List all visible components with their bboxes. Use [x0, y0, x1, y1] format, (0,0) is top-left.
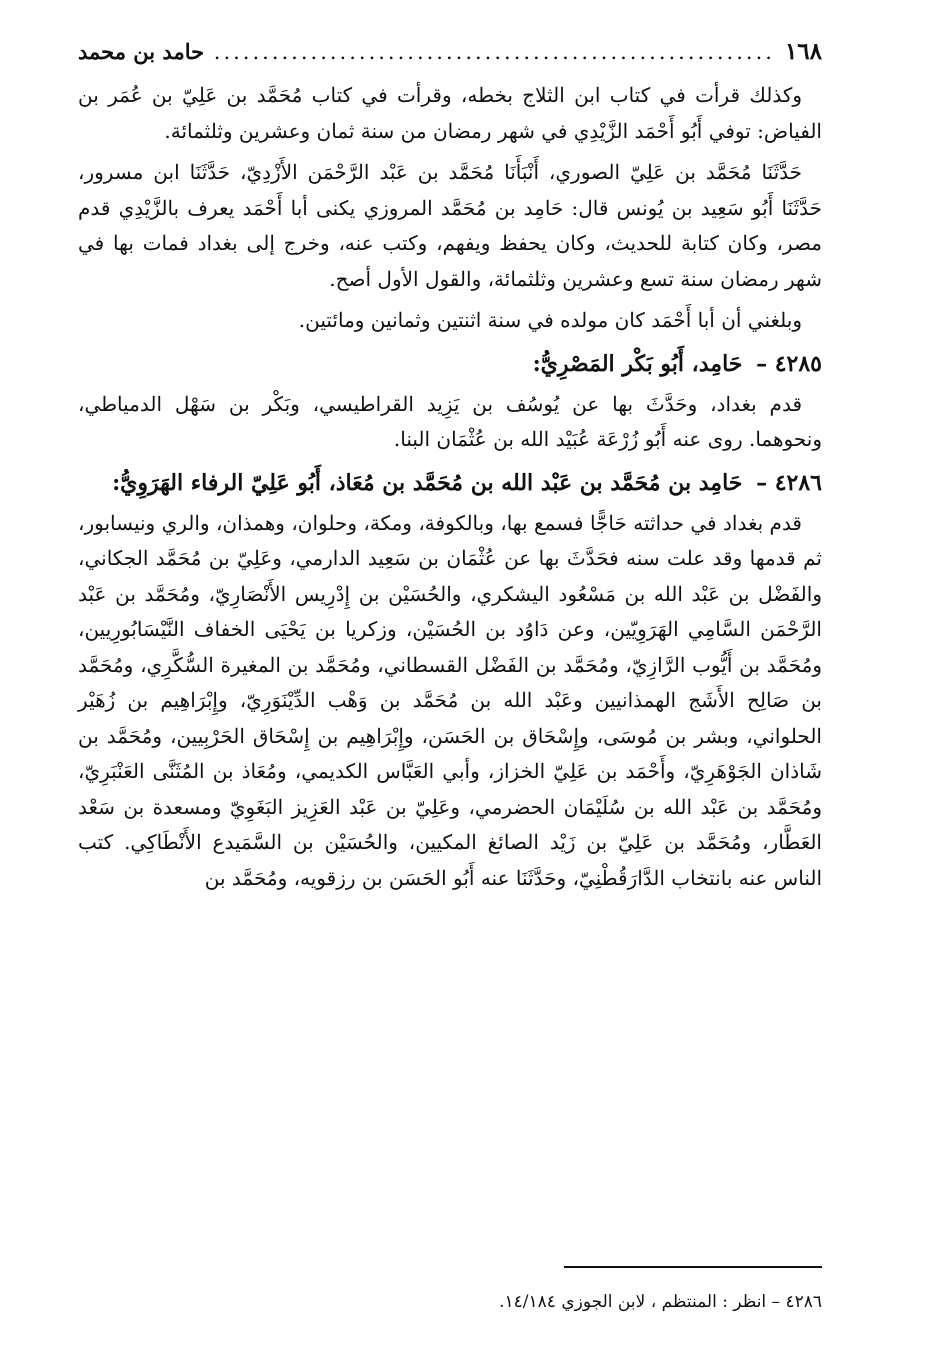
entry-heading-4285 [78, 345, 822, 383]
page-header [78, 38, 822, 78]
paragraph-4: قدم بغداد، وحَدَّثَ بها عن يُوسُف بن يَزِيد القراطيسي، وبَكْر بن سَهْل الدمياطي، ونحوهما. روى عنه أَبُو زُرْعَة عُبَيْد الله بن عُثْمَان البنا. [78, 391, 822, 451]
header-leader-dots: .......................................................... [214, 40, 775, 64]
entry-title-4285: حَامِد، أَبُو بَكْر المَصْرِيُّ: [532, 350, 743, 377]
entry-number-4285: ٤٢٨٥ – [756, 350, 822, 377]
entry-number-4286: ٤٢٨٦ – [756, 469, 822, 496]
page-number: ١٦٨ [784, 38, 822, 65]
paragraph-2: حَدَّثَنَا مُحَمَّد بن عَلِيّ الصوري، أَنْبَأَنَا مُحَمَّد بن عَبْد الرَّحْمَن الأَزْدِيّ، حَدَّثَنَا ابن مسرور، حَدَّثَنَا أَبُو سَعِيد بن يُونس قال: حَامِد بن مُحَمَّد المروزي يكنى أبا أَحْمَد يعرف بالزَّيْدِي قدم مصر، وكان كتابة للحديث، وكان يحفظ ويفهم، وكتب عنه، وخرج إلى بغداد فمات بها في شهر رمضان سنة تسع وعشرين وثلثمائة، والقول الأول أصح. [78, 160, 822, 291]
footnote-divider [564, 1266, 822, 1268]
entry-title-4286: حَامِد بن مُحَمَّد بن عَبْد الله بن مُحَمَّد بن مُعَاذ، أَبُو عَلِيّ الرفاء الهَرَوِيُّ: [112, 469, 743, 496]
book-page [78, 38, 822, 1338]
running-title: حامد بن محمد [78, 39, 205, 64]
paragraph-1: وكذلك قرأت في كتاب ابن الثلاج بخطه، وقرأت في كتاب مُحَمَّد بن عَلِيّ بن عُمَر بن الفياض: توفي أَبُو أَحْمَد الزَّيْدِي في شهر رمضان من سنة ثمان وعشرين وثلثمائة. [78, 83, 822, 143]
paragraph-3: وبلغني أن أبا أَحْمَد كان مولده في سنة اثنتين وثمانين ومائتين. [298, 308, 802, 332]
paragraph-5: قدم بغداد في حداثته حَاجًّا فسمع بها، وبالكوفة، ومكة، وحلوان، وهمذان، والري ونيسابور، ثم قدمها وقد علت سنه فحَدَّثَ بها عن عُثْمَان بن سَعِيد الدارمي، وعَلِيّ بن مُحَمَّد الجكاني، والفَضْل بن عَبْد الله بن مَسْعُود اليشكري، والحُسَيْن بن إِدْرِيس الأَنْصَارِيّ، ومُحَمَّد بن عَبْد الرَّحْمَن السَّامِي الهَرَوِيّين، وعن دَاوُد بن الحُسَيْن، وزكريا بن يَحْيَى الخفاف النَّيْسَابُورِيين، ومُحَمَّد بن أَيُّوب الرَّازِيّ، ومُحَمَّد بن الفَضْل القسطاني، ومُحَمَّد بن المغيرة السُّكَّرِي، ومُحَمَّد بن صَالِح الأَشَج الهمذانيين وعَبْد الله بن مُحَمَّد بن وَهْب الدِّيْنَوَرِيّ، وإِبْرَاهِيم بن زُهَيْر الحلواني، وبشر بن مُوسَى، وإِسْحَاق بن الحَسَن، وإِبْرَاهِيم بن إِسْحَاق الحَرْبِيين، ومُحَمَّد بن شَاذان الجَوْهَرِيّ، وأَحْمَد بن عَلِيّ الخزاز، وأبي العَبَّاس الكديمي، ومُعَاذ بن المُثَنَّى العَنْبَرِيّ، ومُحَمَّد بن عَبْد الله بن سُلَيْمَان الحضرمي، وعَلِيّ بن عَبْد العَزِيز البَغَوِيّ ومسعدة بن سَعْد العَطَّار، ومُحَمَّد بن عَلِيّ بن زَيْد الصائغ المكيين، والحُسَيْن بن السَّمَيدع الأَنْطَاكِي. كتب الناس عنه بانتخاب الدَّارَقُطْنِيّ، وحَدَّثَنَا عنه أَبُو الحَسَن بن رزقويه، ومُحَمَّد بن [78, 510, 822, 890]
footnote: ٤٢٨٦ – انظر : المنتظم ، لابن الجوزي ١٤/١٨٤. [499, 1292, 822, 1312]
entry-heading-4286 [78, 464, 822, 502]
